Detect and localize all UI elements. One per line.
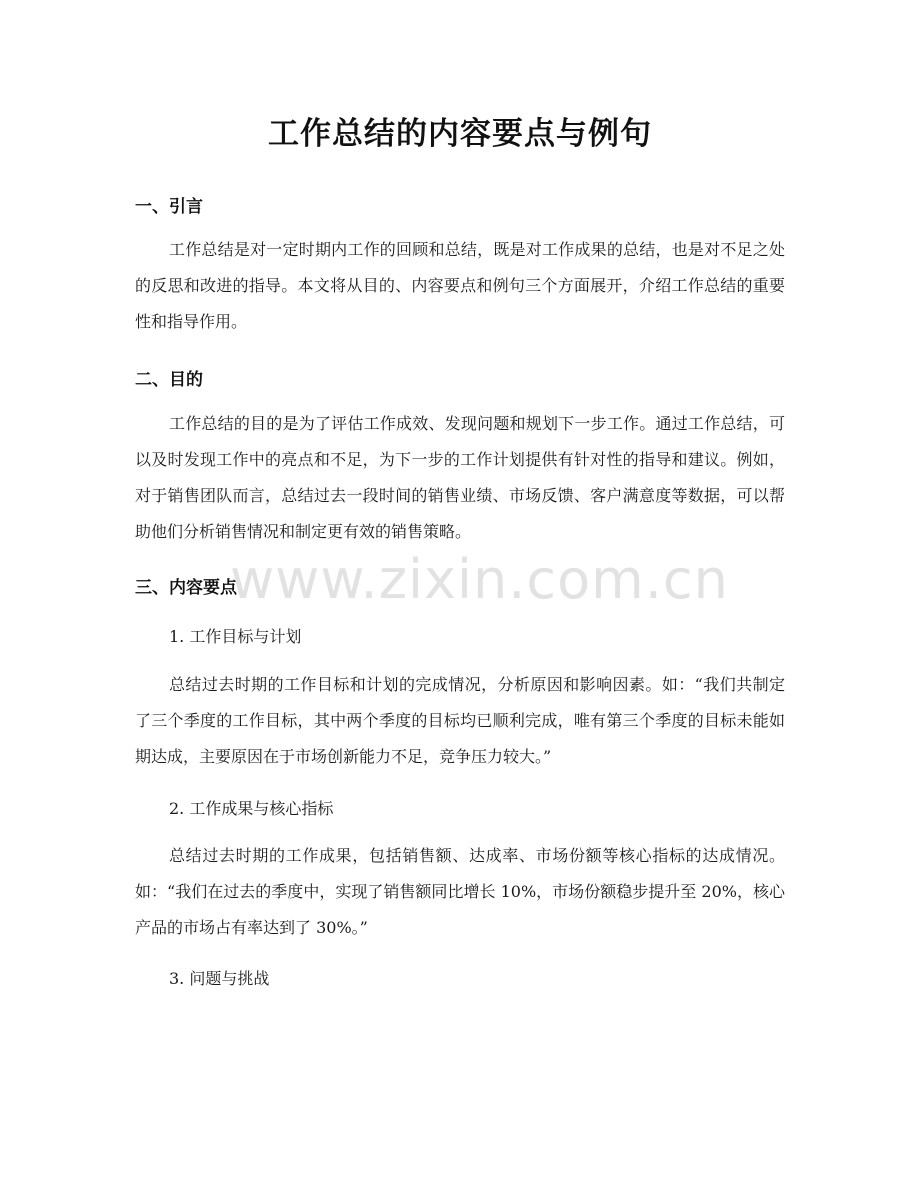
watermark: www.zixin.com.cn — [230, 548, 729, 611]
item3-title: 3. 问题与挑战 — [169, 969, 270, 988]
purpose-paragraph: 工作总结的目的是为了评估工作成效、发现问题和规划下一步工作。通过工作总结，可以及时发现工作中的亮点和不足，为下一步的工作计划提供有针对性的指导和建议。例如，对于销售团队而言，总结过去一段时间的销售业绩、市场反馈、客户满意度等数据，可以帮助他们分析销售情况和制定更有效的销售策略。 — [135, 414, 785, 541]
item1-title: 1. 工作目标与计划 — [169, 627, 302, 646]
section-heading-intro: 一、引言 — [135, 197, 203, 217]
item2-title: 2. 工作成果与核心指标 — [169, 799, 334, 818]
document-title: 工作总结的内容要点与例句 — [268, 116, 652, 152]
section-heading-content: 三、内容要点 — [135, 578, 237, 598]
section-heading-purpose: 二、目的 — [135, 370, 203, 390]
intro-paragraph: 工作总结是对一定时期内工作的回顾和总结，既是对工作成果的总结，也是对不足之处的反思和改进的指导。本文将从目的、内容要点和例句三个方面展开，介绍工作总结的重要性和指导作用。 — [135, 240, 785, 331]
item2-paragraph: 总结过去时期的工作成果，包括销售额、达成率、市场份额等核心指标的达成情况。如：“我们在过去的季度中，实现了销售额同比增长 10%，市场份额稳步提升至 20%，核心产品的市场占有率达到了 30%。” — [135, 846, 785, 937]
item1-paragraph: 总结过去时期的工作目标和计划的完成情况，分析原因和影响因素。如：“我们共制定了三个季度的工作目标，其中两个季度的目标均已顺利完成，唯有第三个季度的目标未能如期达成，主要原因在于市场创新能力不足，竞争压力较大。” — [135, 675, 785, 766]
